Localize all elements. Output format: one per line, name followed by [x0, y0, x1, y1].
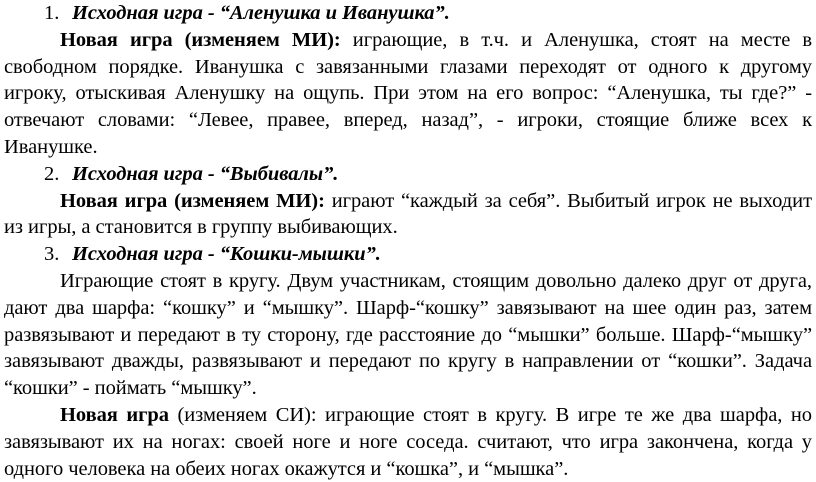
item-3-new-game-label: Новая игра: [60, 403, 169, 426]
item-3-line-1: [4, 402, 812, 429]
item-2-heading: Исходная игра - “Выбивалы”.: [72, 162, 339, 185]
item-1-line-4: отвечают словами: “Левее, правее, вперед, назад”, - игроки, стоящие ближе всех к: [4, 109, 812, 132]
document-page: [4, 0, 812, 482]
item-2-heading-line: [4, 161, 812, 188]
item-3-number: 3.: [44, 243, 60, 266]
item-2-line-1: [4, 188, 812, 215]
item-1-heading-line: [4, 0, 812, 27]
item-2-text: играют “каждый за себя”. Выбитый игрок не выходит: [331, 189, 812, 212]
item-1-line-1: [4, 27, 812, 54]
item-1-heading: Исходная игра - “Аленушка и Иванушка”.: [72, 2, 450, 24]
item-1-line-3: игроку, отыскивая Аленушку на ощупь. При этом на его вопрос: “Аленушка, ты где?” -: [4, 82, 812, 105]
item-2-new-game-label: Новая игра (изменяем МИ):: [60, 189, 325, 212]
item-3-desc-line-4: завязывают дважды, развязывают и передают по кругу в направлении от “кошки”. Задача: [4, 350, 812, 373]
item-1-new-game-label: Новая игра (изменяем МИ):: [60, 28, 341, 51]
item-1-text: играющие, в т.ч. и Аленушка, стоят на месте в: [352, 28, 813, 51]
item-3-desc-line-1: Играющие стоят в кругу. Двум участникам, стоящим довольно далеко друг от друга,: [60, 269, 812, 292]
item-3-text: (изменяем СИ): играющие стоят в кругу. В игре те же два шарфа, но: [177, 403, 813, 426]
item-3-line-3: одного человека на обеих ногах окажутся и “кошка”, и “мышка”.: [4, 457, 569, 480]
item-1-line-5: Иванушке.: [4, 135, 98, 158]
item-2-line-2: из игры, а становится в группу выбивающих.: [4, 216, 398, 239]
item-1-line-2: свободном порядке. Иванушка с завязанными глазами переходят от одного к другому: [4, 55, 812, 78]
item-3-desc-line-2: дают два шарфа: “кошку” и “мышку”. Шарф-“кошку” завязывают на шее один раз, затем: [4, 296, 812, 319]
item-3-heading: Исходная игра - “Кошки-мышки”.: [72, 243, 381, 266]
item-3-line-2: завязывают их на ногах: своей ноге и ноге соседа. считают, что игра закончена, когда у: [4, 430, 812, 453]
item-2-number: 2.: [44, 162, 60, 185]
item-1-number: 1.: [44, 2, 60, 24]
item-3-heading-line: [4, 241, 812, 268]
item-3-desc-line-5: “кошки” - поймать “мышку”.: [4, 377, 257, 400]
item-3-desc-line-3: развязывают и передают в ту сторону, где расстояние до “мышки” больше. Шарф-“мышку”: [4, 323, 812, 346]
